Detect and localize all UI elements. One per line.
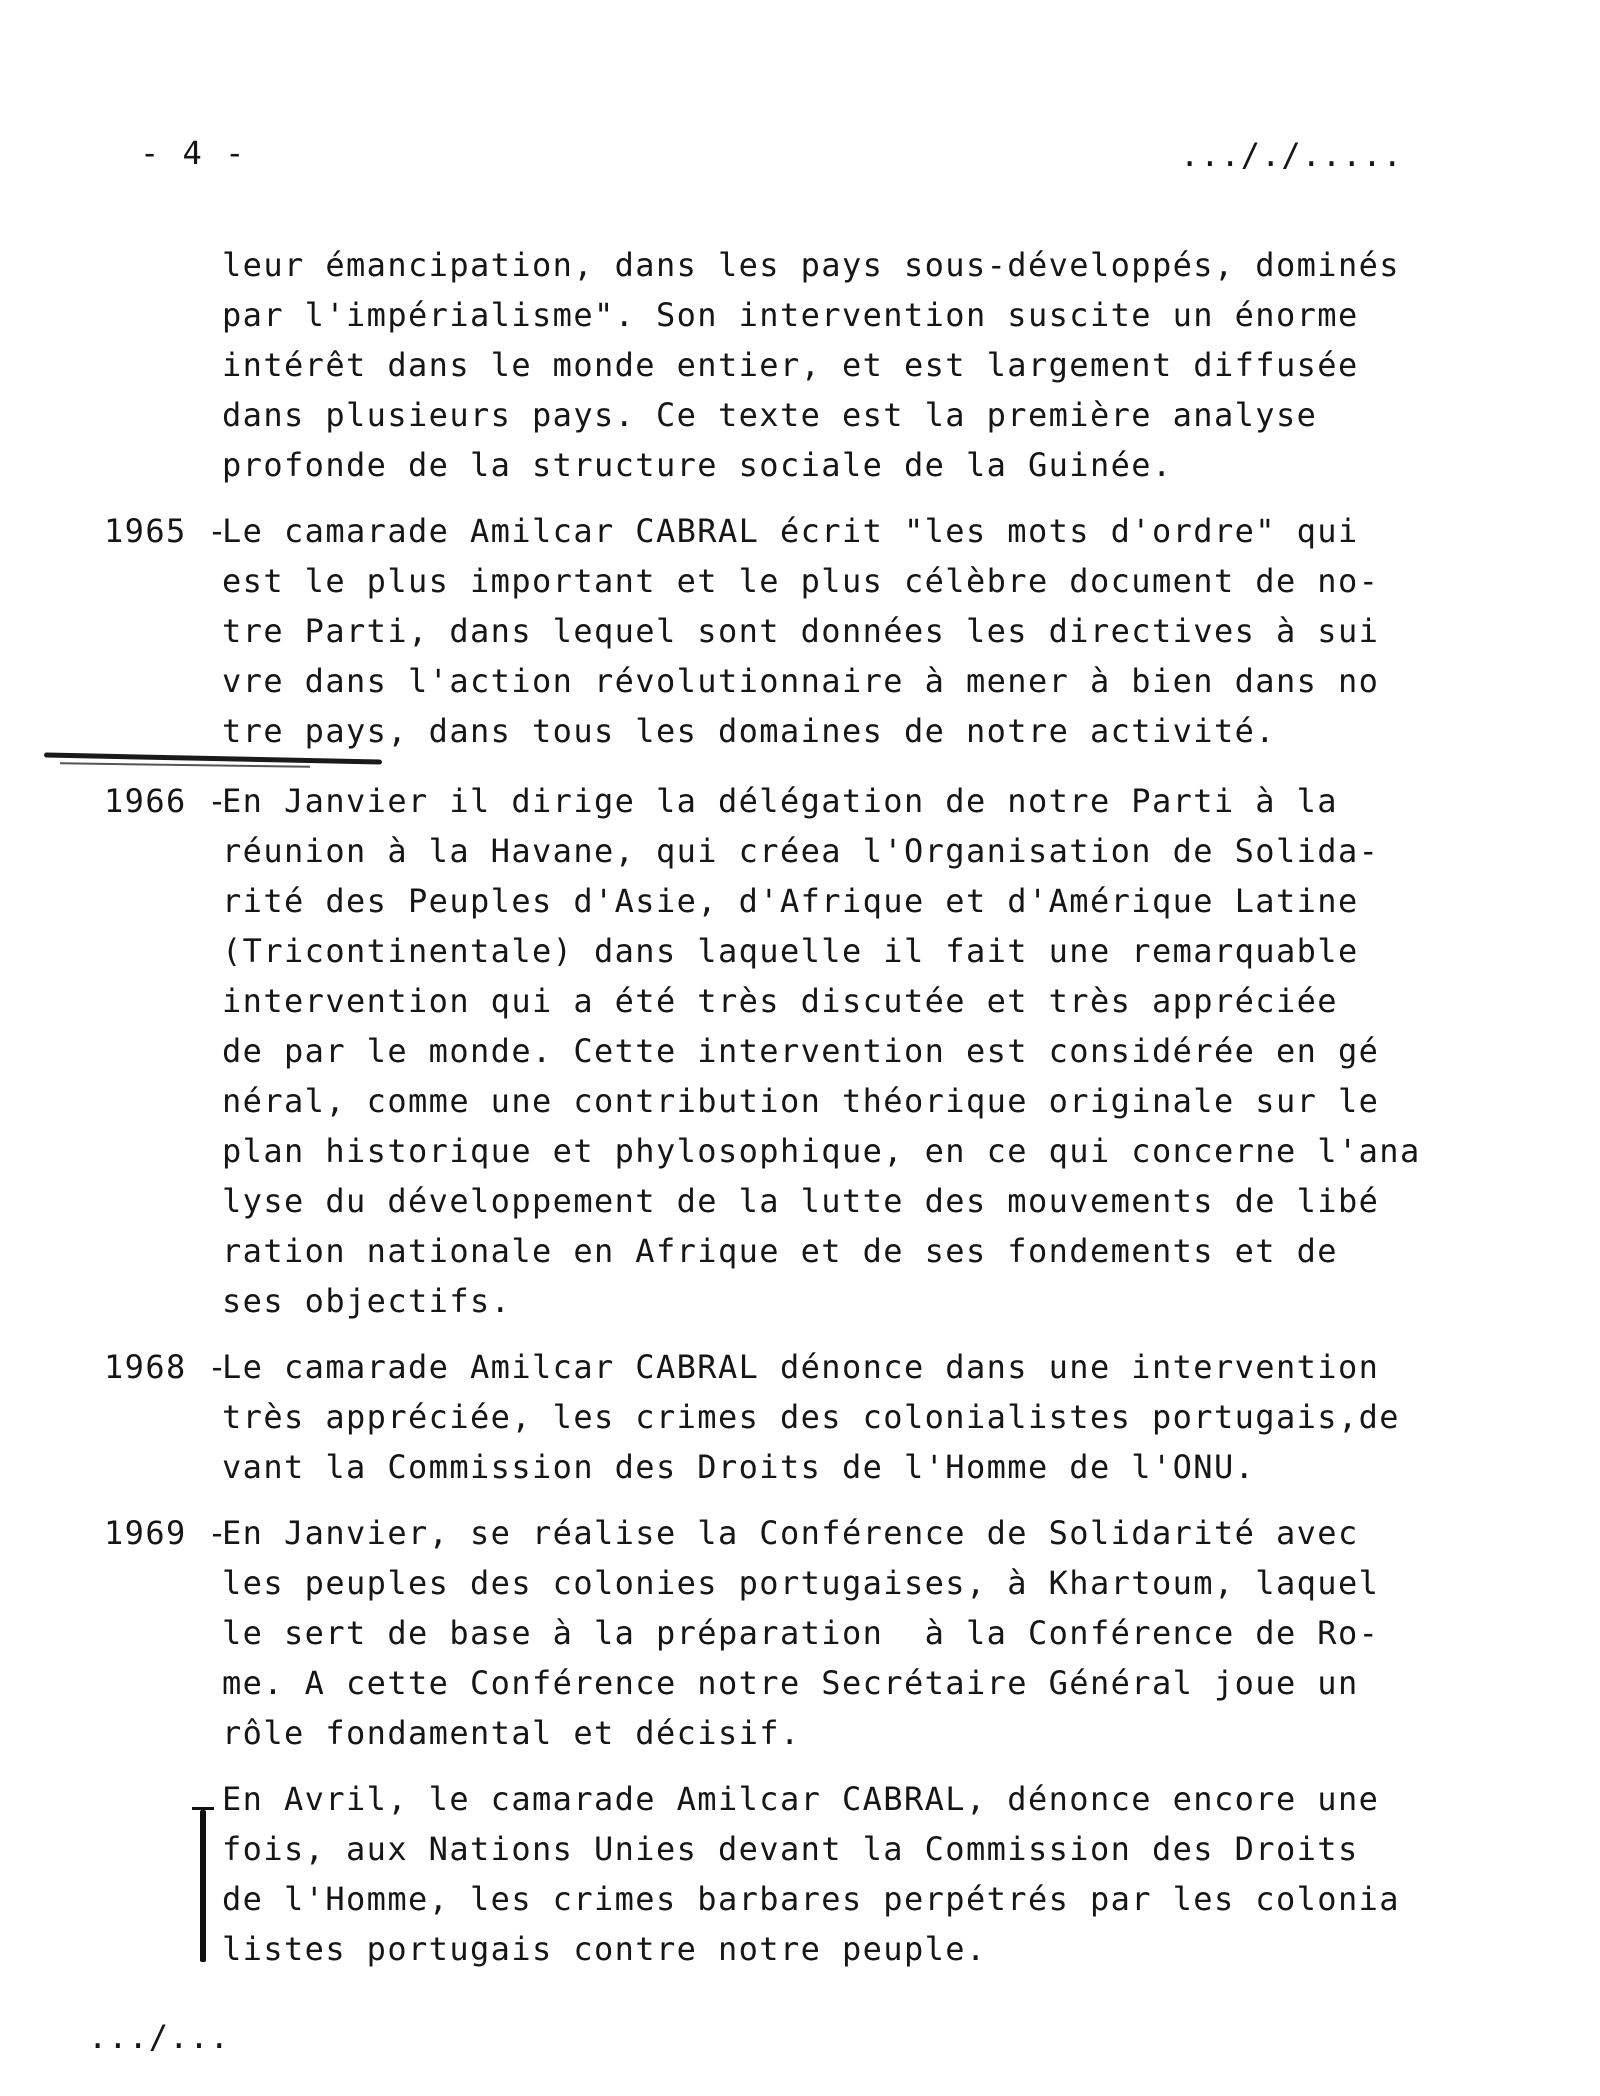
paragraph-line: réunion à la Havane, qui créea l'Organisation de Solida- [222,832,1380,870]
paragraph-line: tre pays, dans tous les domaines de notre activité. [222,712,1276,750]
paragraph-line: fois, aux Nations Unies devant la Commission des Droits [222,1830,1359,1868]
paragraph-line: dans plusieurs pays. Ce texte est la première analyse [222,396,1318,434]
paragraph-line: listes portugais contre notre peuple. [222,1930,987,1968]
paragraph-line: rité des Peuples d'Asie, d'Afrique et d'Amérique Latine [222,882,1359,920]
paragraph-line: de l'Homme, les crimes barbares perpétrés par les colonia [222,1880,1400,1918]
page-number: - 4 - [140,134,247,172]
paragraph-line: ration nationale en Afrique et de ses fondements et de [222,1232,1338,1270]
paragraph-line: leur émancipation, dans les pays sous-développés, dominés [222,246,1400,284]
footer-continuation-mark: .../... [88,2018,230,2056]
paragraph-line: de par le monde. Cette intervention est considérée en gé [222,1032,1380,1070]
paragraph-line: intérêt dans le monde entier, et est largement diffusée [222,346,1359,384]
paragraph-line: En Janvier, se réalise la Conférence de Solidarité avec [222,1514,1359,1552]
year-label-1968: 1968 - [104,1348,228,1386]
handwritten-underline-mark [60,762,310,767]
year-label-1966: 1966 - [104,782,228,820]
paragraph-line: En Avril, le camarade Amilcar CABRAL, dénonce encore une [222,1780,1380,1818]
paragraph-line: rôle fondamental et décisif. [222,1714,801,1752]
paragraph-line: (Tricontinentale) dans laquelle il fait une remarquable [222,932,1359,970]
paragraph-line: vre dans l'action révolutionnaire à mener à bien dans no [222,662,1380,700]
paragraph-line: plan historique et phylosophique, en ce qui concerne l'ana [222,1132,1421,1170]
paragraph-line: tre Parti, dans lequel sont données les directives à sui [222,612,1380,650]
paragraph-line: le sert de base à la préparation à la Conférence de Ro- [222,1614,1380,1652]
paragraph-line: par l'impérialisme". Son intervention suscite un énorme [222,296,1359,334]
paragraph-line: profonde de la structure sociale de la Guinée. [222,446,1173,484]
year-label-1969: 1969 - [104,1514,228,1552]
paragraph-line: les peuples des colonies portugaises, à Khartoum, laquel [222,1564,1380,1602]
paragraph-line: En Janvier il dirige la délégation de notre Parti à la [222,782,1338,820]
header-continuation-mark: ..././..... [1180,136,1403,174]
paragraph-line: intervention qui a été très discutée et très appréciée [222,982,1338,1020]
paragraph-line: très appréciée, les crimes des colonialistes portugais,de [222,1398,1400,1436]
paragraph-line: me. A cette Conférence notre Secrétaire Général joue un [222,1664,1359,1702]
paragraph-line: est le plus important et le plus célèbre document de no- [222,562,1380,600]
paragraph-line: néral, comme une contribution théorique originale sur le [222,1082,1380,1120]
paragraph-line: Le camarade Amilcar CABRAL dénonce dans une intervention [222,1348,1380,1386]
year-label-1965: 1965 - [104,512,228,550]
paragraph-line: lyse du développement de la lutte des mouvements de libé [222,1182,1380,1220]
handwritten-margin-bar [200,1810,206,1962]
paragraph-line: Le camarade Amilcar CABRAL écrit "les mots d'ordre" qui [222,512,1359,550]
paragraph-line: ses objectifs. [222,1282,512,1320]
paragraph-line: vant la Commission des Droits de l'Homme de l'ONU. [222,1448,1256,1486]
